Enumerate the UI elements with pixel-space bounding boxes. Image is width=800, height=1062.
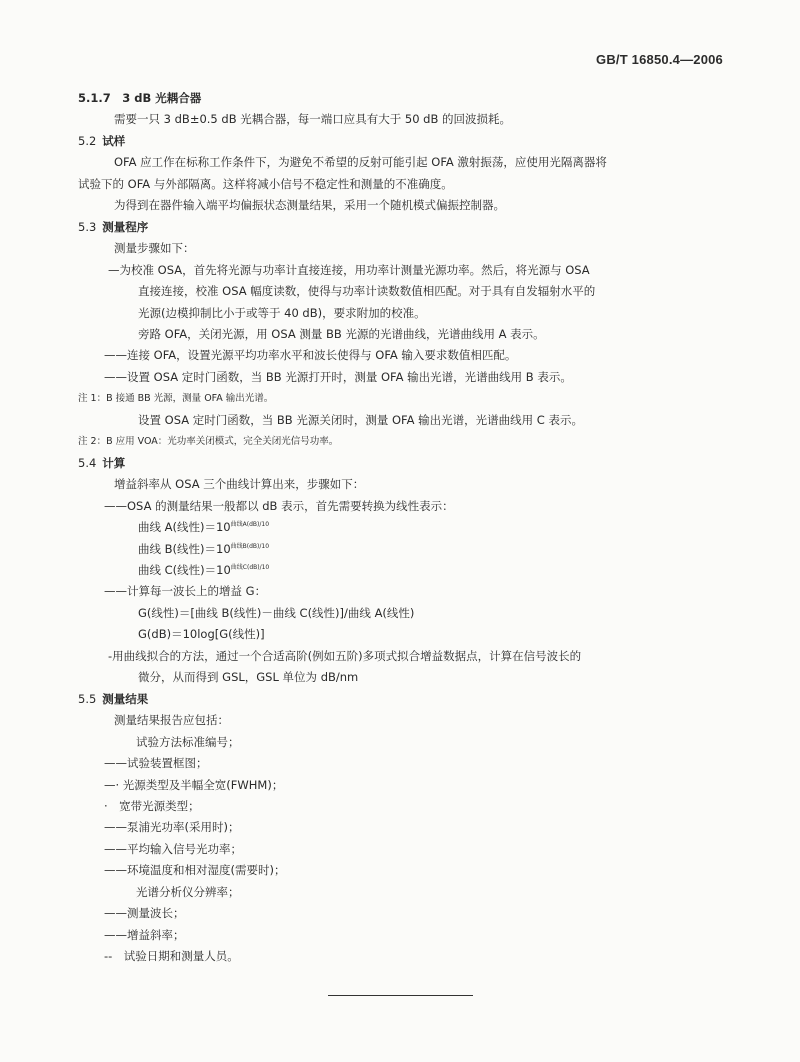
clause-5-2-para1-line1: OFA 应工作在标称工作条件下，为避免不希望的反射可能引起 OFA 激射振荡，应使用光隔离器将 (114, 155, 607, 170)
formula-text: 曲线 A(线性)＝10 (138, 520, 231, 535)
result-item: 试验方法标准编号； (136, 734, 240, 749)
result-item: -- 试验日期和测量人员。 (104, 949, 239, 964)
note-1: 注 1：B 接通 BB 光源，测量 OFA 输出光谱。 (78, 393, 274, 405)
note-2: 注 2：B 应用 VOA：光功率关闭模式，完全关闭光信号功率。 (78, 436, 339, 448)
result-item: 光谱分析仪分辨率； (136, 884, 240, 899)
calc-step-1: ——OSA 的测量结果一般都以 dB 表示，首先需要转换为线性表示： (104, 498, 454, 513)
calc-step-3-line2: 微分，从而得到 GSL，GSL 单位为 dB/nm (138, 670, 359, 685)
clause-5-3-heading (78, 217, 738, 238)
formula-text: 曲线 C(线性)＝10 (138, 562, 231, 577)
clause-5-2-heading (78, 131, 738, 152)
standard-number: GB/T 16850.4—2006 (596, 52, 723, 67)
clause-title: 测量程序 (102, 219, 149, 234)
document-body (78, 88, 738, 968)
procedure-step-2: 旁路 OFA，关闭光源，用 OSA 测量 BB 光源的光谱曲线，光谱曲线用 A 表示。 (138, 326, 545, 341)
clause-number: 5.5 (78, 691, 97, 706)
procedure-step-5: 设置 OSA 定时门函数，当 BB 光源关闭时，测量 OFA 输出光谱，光谱曲线用 C 表示。 (138, 412, 583, 427)
clause-5-4-heading (78, 453, 738, 474)
end-of-standard-rule (328, 995, 473, 996)
result-item: ——测量波长； (104, 906, 185, 921)
formula-curve-a (78, 517, 738, 538)
clause-title: 计算 (102, 455, 126, 470)
formula-gain-db: G(dB)＝10log[G(线性)] (138, 627, 265, 642)
clause-5-5-intro: 测量结果报告应包括： (114, 713, 229, 728)
procedure-step-1-line2: 直接连接，校准 OSA 幅度读数，使得与功率计读数数值相匹配。对于具有自发辐射水平的 (138, 284, 596, 299)
clause-number: 5.4 (78, 455, 97, 470)
procedure-step-1-line1: —为校准 OSA，首先将光源与功率计直接连接，用功率计测量光源功率。然后，将光源与 OSA (108, 262, 590, 277)
clause-title: 试样 (102, 133, 126, 148)
formula-gain-linear: G(线性)＝[曲线 B(线性)－曲线 C(线性)]/曲线 A(线性) (138, 605, 415, 620)
clause-number: 5.3 (78, 219, 97, 234)
result-item: · 宽带光源类型； (104, 798, 200, 813)
clause-title: 测量结果 (102, 691, 149, 706)
clause-5-3-intro: 测量步骤如下： (114, 241, 195, 256)
result-item: ——试验装置框图； (104, 756, 208, 771)
procedure-step-3: ——连接 OFA，设置光源平均功率水平和波长使得与 OFA 输入要求数值相匹配。 (104, 348, 517, 363)
formula-curve-c (78, 560, 738, 581)
calc-step-2: ——计算每一波长上的增益 G： (104, 584, 267, 599)
clause-number: 5.2 (78, 133, 97, 148)
clause-5-4-intro: 增益斜率从 OSA 三个曲线计算出来，步骤如下： (114, 477, 365, 492)
procedure-step-1-line3: 光源(边模抑制比小于或等于 40 dB)，要求附加的校准。 (138, 305, 426, 320)
clause-5-2-para2: 为得到在器件输入端平均偏振状态测量结果，采用一个随机模式偏振控制器。 (114, 198, 505, 213)
clause-5-1-7-text: 需要一只 3 dB±0.5 dB 光耦合器，每一端口应具有大于 50 dB 的回波损耗。 (114, 112, 512, 127)
clause-5-2-para1-line2: 试验下的 OFA 与外部隔离。这样将减小信号不稳定性和测量的不准确度。 (78, 176, 453, 191)
calc-step-3-line1: -用曲线拟合的方法，通过一个合适高阶(例如五阶)多项式拟合增益数据点，计算在信号波长的 (108, 648, 582, 663)
result-item: ——增益斜率； (104, 927, 185, 942)
formula-exponent: 曲线C(dB)/10 (230, 564, 270, 572)
result-item: ——泵浦光功率(采用时)； (104, 820, 240, 835)
result-item: ——平均输入信号光功率； (104, 841, 242, 856)
result-item: —· 光源类型及半幅全宽(FWHM)； (104, 777, 284, 792)
formula-curve-b (78, 539, 738, 560)
clause-5-1-7-heading: 5.1.7 3 dB 光耦合器 (78, 91, 202, 105)
formula-exponent: 曲线A(dB)/10 (230, 521, 270, 529)
result-item: ——环境温度和相对湿度(需要时)； (104, 863, 286, 878)
clause-5-5-heading (78, 689, 738, 710)
procedure-step-4: ——设置 OSA 定时门函数，当 BB 光源打开时，测量 OFA 输出光谱，光谱曲线用 B 表示。 (104, 369, 572, 384)
formula-text: 曲线 B(线性)＝10 (138, 541, 231, 556)
formula-exponent: 曲线B(dB)/10 (230, 542, 270, 550)
